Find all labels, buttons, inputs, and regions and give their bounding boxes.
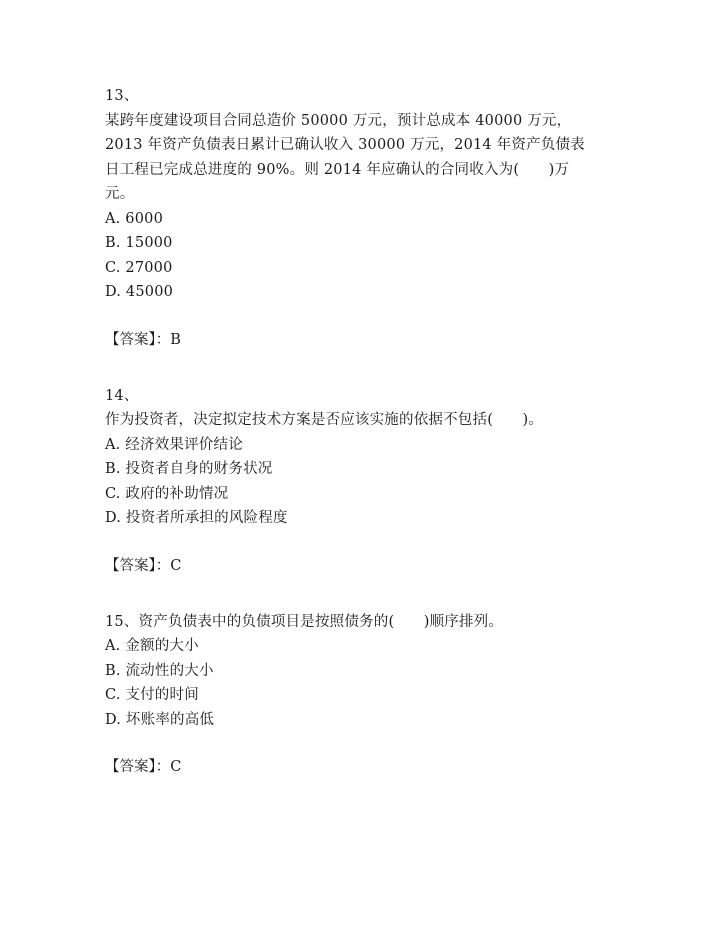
option-b: B. 流动性的大小 bbox=[105, 662, 214, 679]
option-c: C. 支付的时间 bbox=[105, 687, 199, 703]
option-d: D. 坏账率的高低 bbox=[105, 711, 215, 728]
option-c: C. 27000 bbox=[105, 259, 173, 276]
option-a: A. 经济效果评价结论 bbox=[105, 436, 243, 453]
option-b: B. 投资者自身的财务状况 bbox=[105, 461, 273, 477]
answer-label: 【答案】：B bbox=[105, 331, 181, 348]
option-b: B. 15000 bbox=[105, 235, 173, 251]
option-a: A. 金额的大小 bbox=[105, 638, 199, 654]
answer-label: 【答案】：C bbox=[105, 557, 182, 574]
option-c: C. 政府的补助情况 bbox=[105, 485, 229, 502]
option-d: D. 投资者所承担的风险程度 bbox=[105, 510, 288, 526]
option-a: A. 6000 bbox=[105, 210, 163, 227]
question-13 bbox=[105, 84, 625, 352]
question-stem-line: 15、资产负债表中的负债项目是按照债务的( )顺序排列。 bbox=[105, 613, 504, 630]
question-stem-line: 某跨年度建设项目合同总造价 50000 万元，预计总成本 40000 万元， bbox=[105, 112, 572, 129]
question-stem-line: 日工程已完成总进度的 90%。则 2014 年应确认的合同收入为( )万 bbox=[105, 161, 570, 178]
question-14 bbox=[105, 384, 625, 578]
document-page bbox=[105, 84, 625, 779]
question-number: 14、 bbox=[105, 387, 139, 404]
question-stem-line: 元。 bbox=[105, 186, 135, 202]
option-d: D. 45000 bbox=[105, 284, 174, 300]
question-stem-line: 作为投资者，决定拟定技术方案是否应该实施的依据不包括( )。 bbox=[105, 412, 544, 428]
answer-label: 【答案】：C bbox=[105, 759, 182, 775]
question-stem-line: 2013 年资产负债表日累计已确认收入 30000 万元，2014 年资产负债表 bbox=[105, 137, 585, 153]
question-number: 13、 bbox=[105, 88, 139, 104]
question-15 bbox=[105, 610, 625, 780]
